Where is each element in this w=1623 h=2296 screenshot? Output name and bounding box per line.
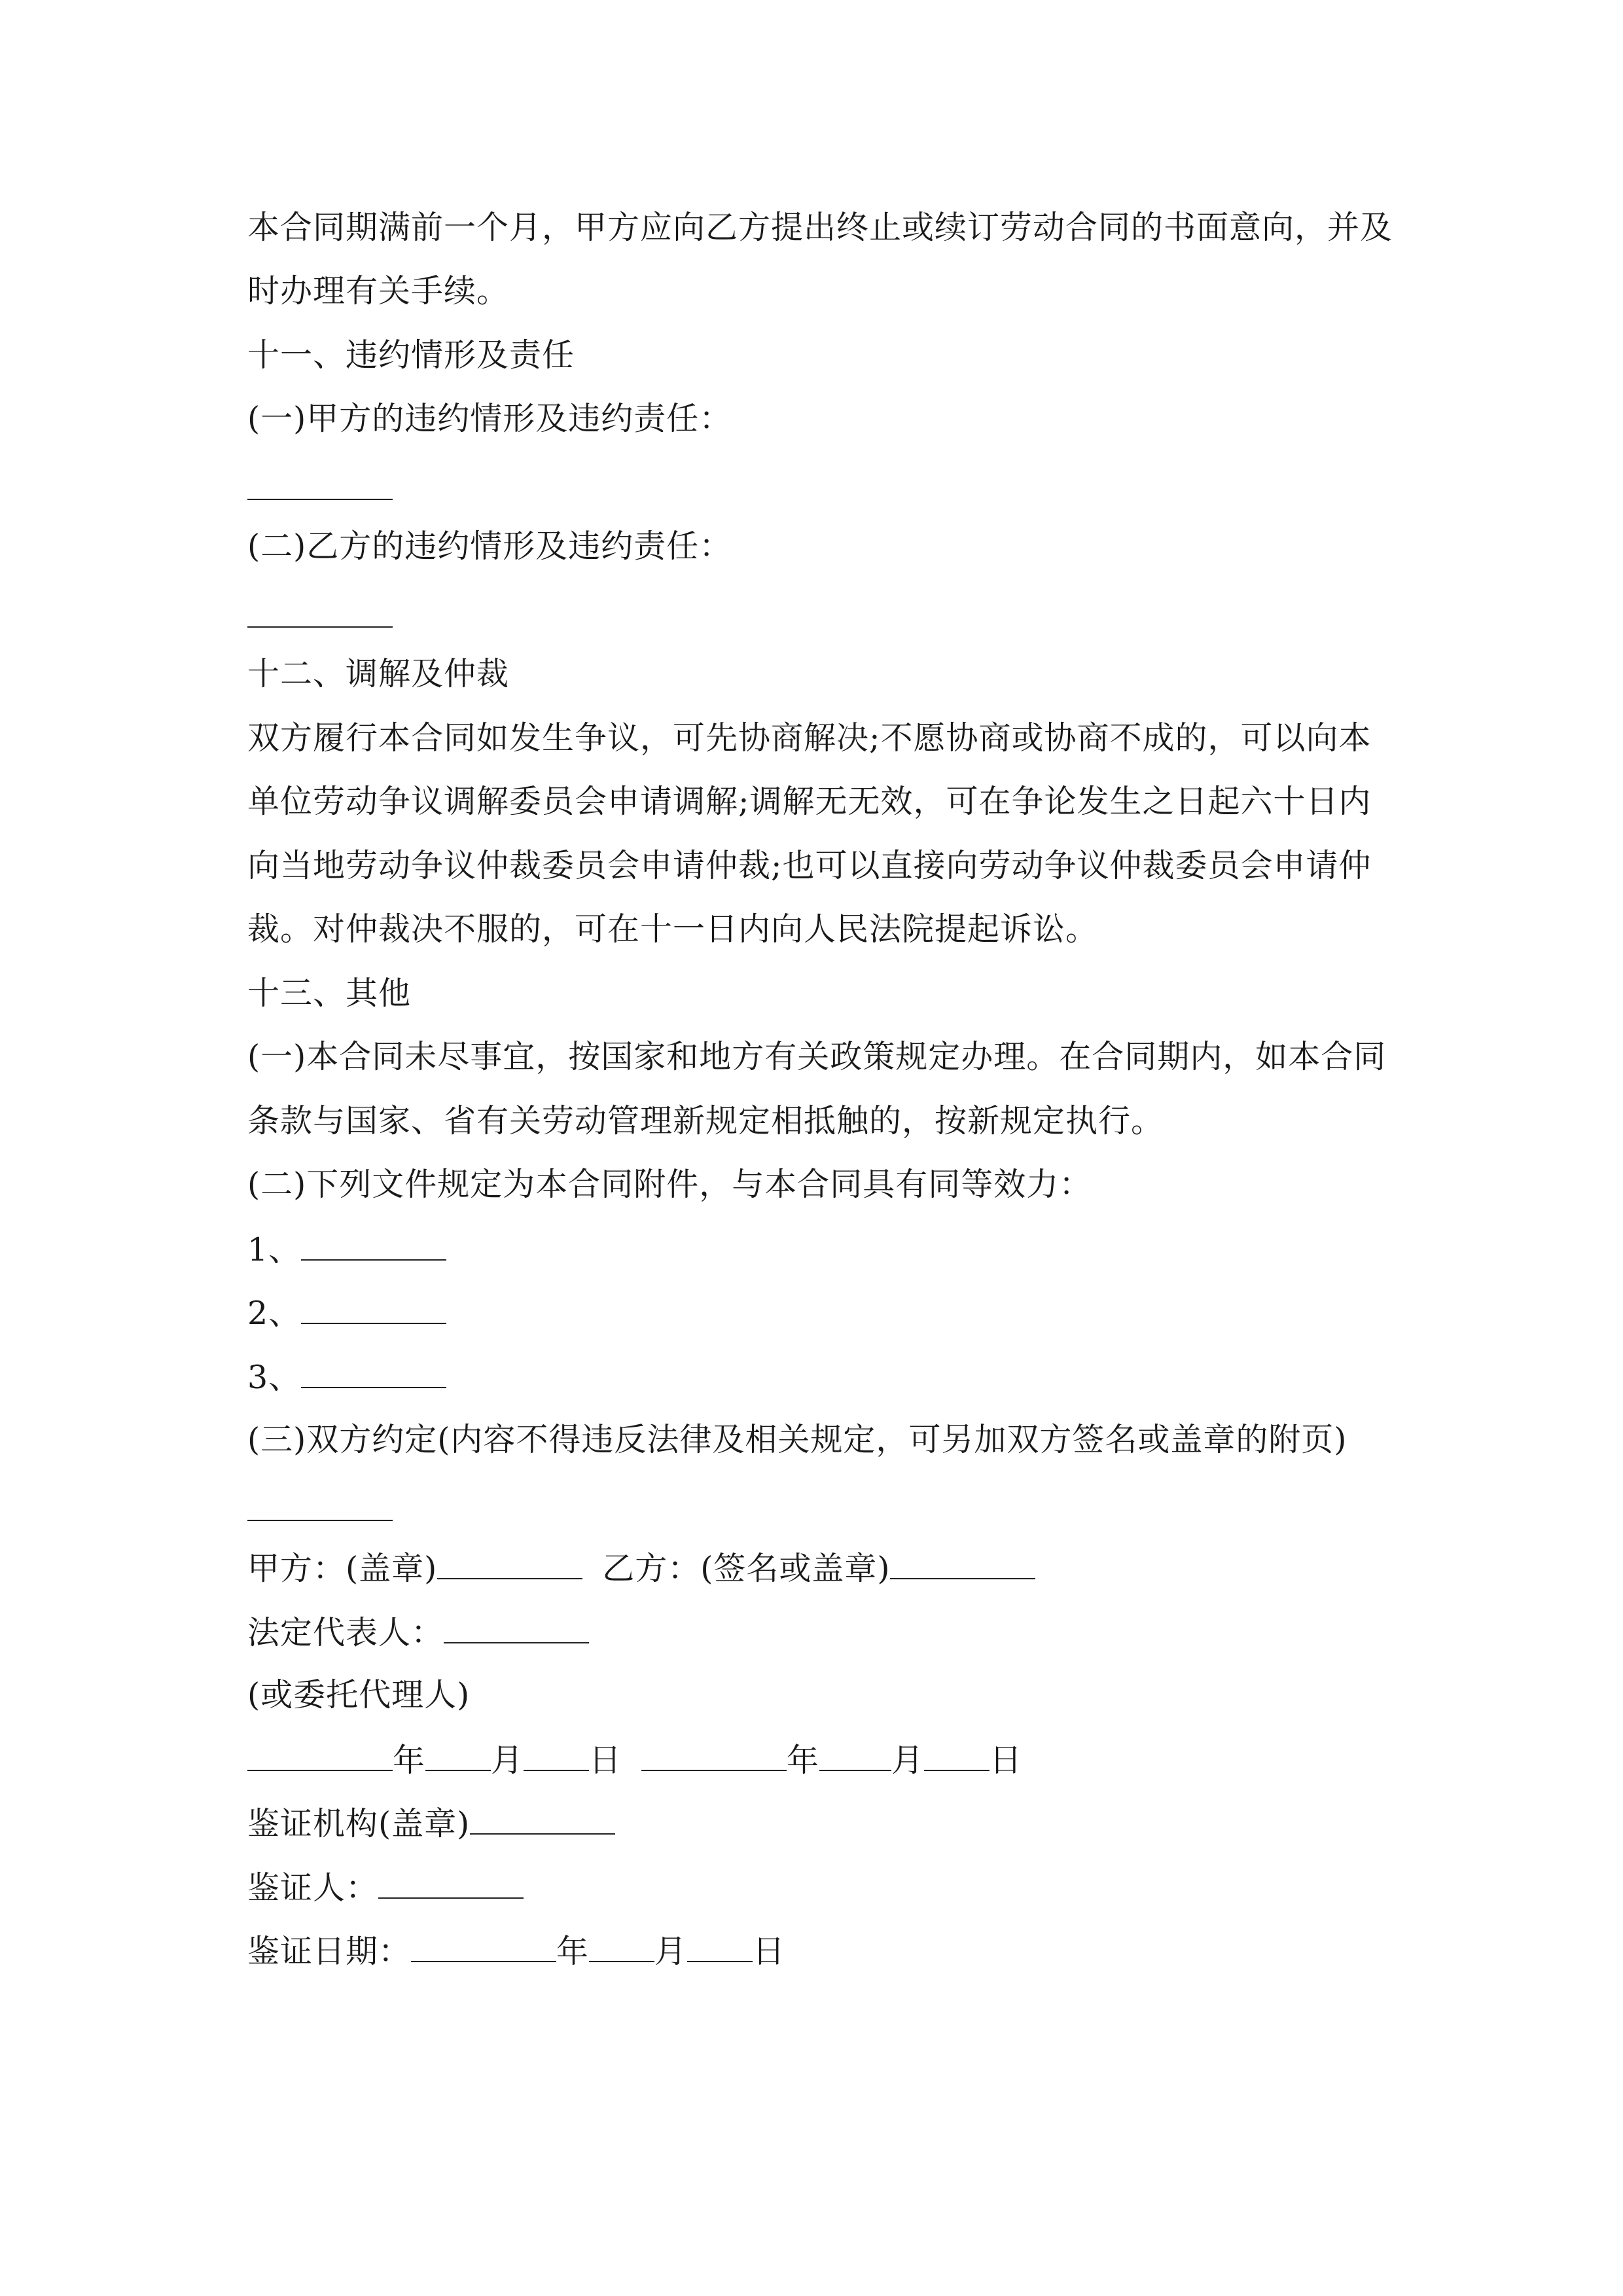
notary-person-label: 鉴证人： [247,1869,379,1907]
clause-other-3: (三)双方约定(内容不得违反法律及相关规定，可另加双方签名或盖章的附页) [247,1421,1347,1458]
notary-date-label: 鉴证日期： [247,1933,412,1970]
notary-year-blank[interactable] [411,1931,556,1962]
section-heading-other: 十三、其他 [247,975,412,1012]
day-label: 日 [753,1933,786,1970]
section-heading-breach: 十一、违约情形及责任 [247,336,575,374]
clause-other-1-line1: (一)本合同未尽事宜，按国家和地方有关政策规定办理。在合同期内，如本合同 [247,1038,1387,1075]
paragraph-arbitration-line4: 裁。对仲裁决不服的，可在十一日内向人民法院提起诉讼。 [247,910,1099,948]
party-a-year-blank[interactable] [247,1740,393,1771]
day-label: 日 [990,1742,1023,1779]
paragraph-renewal-notice-line2: 时办理有关手续。 [247,272,510,310]
attachment-item-1 [247,1229,446,1270]
party-a-month-blank[interactable] [425,1740,491,1771]
signature-parties-line [247,1548,1035,1588]
paragraph-arbitration-line2: 单位劳动争议调解委员会申请调解;调解无无效，可在争论发生之日起六十日内 [247,783,1372,820]
section-heading-arbitration: 十二、调解及仲裁 [247,655,510,692]
legal-rep-label: 法定代表人： [247,1614,444,1651]
party-a-label: 甲方：(盖章) [247,1550,438,1587]
legal-rep-blank[interactable] [444,1612,589,1643]
legal-representative-line [247,1612,589,1653]
notary-person-blank[interactable] [378,1867,524,1899]
year-label: 年 [787,1742,820,1779]
attachment-item-1-label: 1、 [247,1231,302,1268]
attachment-item-3-label: 3、 [247,1359,302,1396]
attachment-item-2-label: 2、 [247,1295,302,1332]
notary-person-line [247,1867,524,1908]
clause-party-a-breach: (一)甲方的违约情形及违约责任： [247,400,732,437]
month-label: 月 [654,1933,688,1970]
clause-party-b-breach: (二)乙方的违约情形及违约责任： [247,528,732,565]
clause-other-2: (二)下列文件规定为本合同附件，与本合同具有同等效力： [247,1166,1092,1203]
attachment-item-1-blank[interactable] [301,1229,446,1261]
month-label: 月 [491,1742,524,1779]
notary-month-blank[interactable] [589,1931,654,1962]
notary-org-blank[interactable] [470,1803,615,1835]
attachment-item-2-blank[interactable] [301,1293,446,1324]
attachment-item-2 [247,1293,446,1333]
party-b-label: 乙方：(签名或盖章) [602,1550,891,1587]
paragraph-renewal-notice-line1: 本合同期满前一个月，甲方应向乙方提出终止或续订劳动合同的书面意向，并及 [247,209,1393,246]
notary-org-label: 鉴证机构(盖章) [247,1805,471,1842]
paragraph-arbitration-line1: 双方履行本合同如发生争议，可先协商解决;不愿协商或协商不成的，可以向本 [247,719,1372,757]
mutual-agreement-blank[interactable] [247,1520,393,1521]
attachment-item-3 [247,1357,446,1397]
party-b-day-blank[interactable] [924,1740,990,1771]
party-a-breach-blank[interactable] [247,499,393,500]
signing-dates-line [247,1740,1022,1780]
notary-day-blank[interactable] [687,1931,753,1962]
year-label: 年 [556,1933,590,1970]
paragraph-arbitration-line3: 向当地劳动争议仲裁委员会申请仲裁;也可以直接向劳动争议仲裁委员会申请仲 [247,847,1372,884]
day-label: 日 [589,1742,622,1779]
party-b-breach-blank[interactable] [247,626,393,628]
year-label: 年 [393,1742,426,1779]
agent-note: (或委托代理人) [247,1676,471,1713]
party-a-day-blank[interactable] [524,1740,589,1771]
month-label: 月 [891,1742,925,1779]
party-a-seal-blank[interactable] [437,1548,582,1579]
clause-other-1-line2: 条款与国家、省有关劳动管理新规定相抵触的，按新规定执行。 [247,1102,1164,1139]
notary-organization-line [247,1803,615,1844]
party-b-month-blank[interactable] [819,1740,891,1771]
attachment-item-3-blank[interactable] [301,1357,446,1388]
party-b-year-blank[interactable] [641,1740,787,1771]
party-b-signature-blank[interactable] [890,1548,1035,1579]
notary-date-line [247,1931,785,1971]
